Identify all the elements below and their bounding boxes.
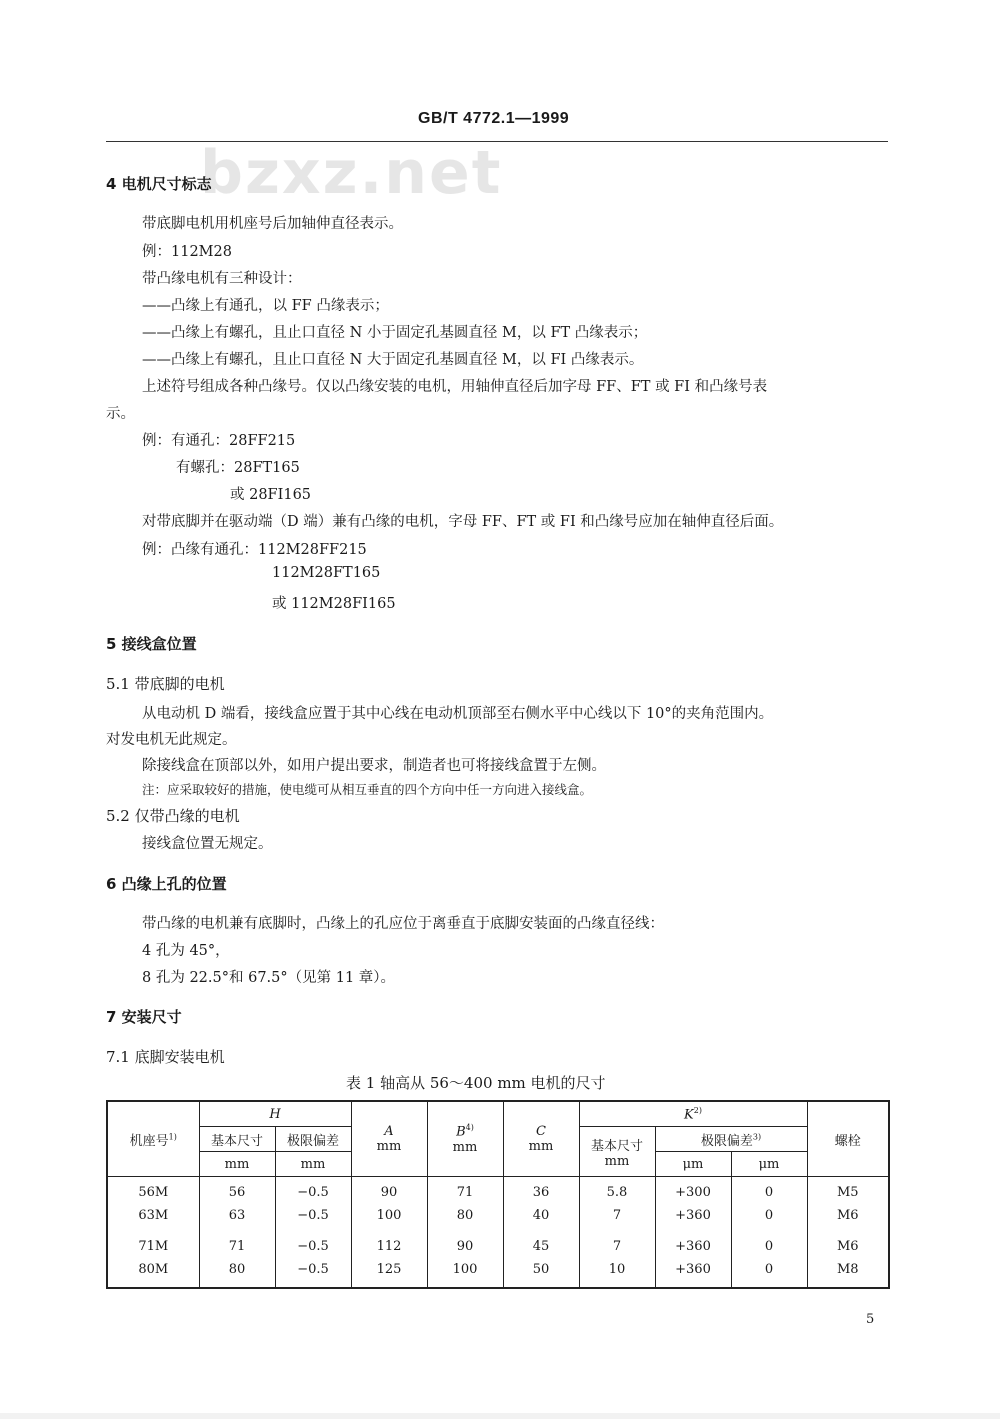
cell-K-lower: 0	[731, 1227, 807, 1258]
cell-A: 90	[351, 1177, 427, 1205]
section-5-1-note: 注：应采取较好的措施，使电缆可从相互垂直的四个方向中任一方向进入接线盒。	[142, 782, 593, 797]
header-H-basic: 基本尺寸	[199, 1127, 275, 1152]
cell-bolt: M5	[807, 1177, 889, 1205]
cell-bolt: M8	[807, 1258, 889, 1288]
section-4-example-7: 或 112M28FI165	[272, 596, 396, 612]
section-4-example-6: 112M28FT165	[272, 565, 381, 581]
cell-frame: 80M	[107, 1258, 199, 1288]
cell-C: 50	[503, 1258, 579, 1288]
header-frame-number: 机座号$^{1)}$	[107, 1101, 199, 1177]
section-4-para-4: 对带底脚并在驱动端（D 端）兼有凸缘的电机，字母 FF、FT 或 FI 和凸缘号应加在轴伸直径后面。	[142, 514, 784, 530]
cell-C: 40	[503, 1204, 579, 1227]
watermark: bzxz.net	[200, 138, 503, 208]
cell-bolt: M6	[807, 1227, 889, 1258]
table-row	[107, 1204, 889, 1227]
scan-edge	[0, 1413, 1000, 1419]
section-4-example-3: 有螺孔：28FT165	[176, 460, 300, 476]
table-row	[107, 1177, 889, 1205]
section-4-para-1: 带底脚电机用机座号后加轴伸直径表示。	[142, 216, 403, 232]
header-K: $K^{2)}$	[579, 1101, 807, 1127]
section-6-para-3: 8 孔为 22.5°和 67.5°（见第 11 章）。	[142, 970, 396, 986]
section-5-2-para-1: 接线盒位置无规定。	[142, 836, 273, 852]
header-K-limit: 极限偏差$^{3)}$	[655, 1127, 807, 1152]
section-4-example-1: 例：112M28	[142, 244, 232, 260]
header-A: A mm	[351, 1101, 427, 1177]
header-K-basic: 基本尺寸 mm	[579, 1127, 655, 1177]
cell-K-basic: 10	[579, 1258, 655, 1288]
header-C: C mm	[503, 1101, 579, 1177]
cell-K-lower: 0	[731, 1177, 807, 1205]
cell-K-upper: +360	[655, 1258, 731, 1288]
section-4-example-4: 或 28FI165	[230, 487, 312, 503]
section-5-1-title: 5.1 带底脚的电机	[106, 675, 225, 693]
cell-frame: 56M	[107, 1177, 199, 1205]
document-id: GB/T 4772.1—1999	[418, 110, 570, 127]
cell-K-lower: 0	[731, 1204, 807, 1227]
cell-H-basic: 71	[199, 1227, 275, 1258]
section-4-dash-2: ——凸缘上有螺孔，且止口直径 N 小于固定孔基圆直径 M，以 FT 凸缘表示；	[142, 325, 648, 341]
header-H-limit: 极限偏差	[275, 1127, 351, 1152]
table-row	[107, 1227, 889, 1258]
section-4-dash-3: ——凸缘上有螺孔，且止口直径 N 大于固定孔基圆直径 M，以 FI 凸缘表示。	[142, 352, 644, 368]
cell-K-upper: +360	[655, 1227, 731, 1258]
header-K-upper-unit: μm	[655, 1152, 731, 1177]
cell-H-limit: −0.5	[275, 1227, 351, 1258]
section-4-example-5: 例：凸缘有通孔：112M28FF215	[142, 542, 367, 558]
section-4-para-3: 上述符号组成各种凸缘号。仅以凸缘安装的电机，用轴伸直径后加字母 FF、FT 或 FI 和凸缘号表	[142, 379, 768, 395]
cell-K-basic: 7	[579, 1204, 655, 1227]
section-5-1-para-1-cont: 对发电机无此规定。	[106, 732, 237, 748]
cell-A: 100	[351, 1204, 427, 1227]
cell-B: 71	[427, 1177, 503, 1205]
section-7-title: 7 安装尺寸	[106, 1008, 182, 1026]
header-H-basic-unit: mm	[199, 1152, 275, 1177]
cell-A: 125	[351, 1258, 427, 1288]
cell-frame: 63M	[107, 1204, 199, 1227]
section-4-para-2: 带凸缘电机有三种设计：	[142, 271, 302, 287]
cell-K-basic: 7	[579, 1227, 655, 1258]
header-K-lower-unit: μm	[731, 1152, 807, 1177]
header-H-limit-unit: mm	[275, 1152, 351, 1177]
cell-H-basic: 80	[199, 1258, 275, 1288]
cell-H-limit: −0.5	[275, 1258, 351, 1288]
cell-H-basic: 63	[199, 1204, 275, 1227]
cell-bolt: M6	[807, 1204, 889, 1227]
cell-K-upper: +360	[655, 1204, 731, 1227]
header-H: H	[199, 1101, 351, 1127]
section-5-1-para-2: 除接线盒在顶部以外，如用户提出要求，制造者也可将接线盒置于左侧。	[142, 758, 606, 774]
cell-H-limit: −0.5	[275, 1177, 351, 1205]
section-6-title: 6 凸缘上孔的位置	[106, 875, 227, 893]
cell-K-basic: 5.8	[579, 1177, 655, 1205]
page-number: 5	[866, 1312, 875, 1327]
table-1	[106, 1100, 890, 1289]
section-6-para-1: 带凸缘的电机兼有底脚时，凸缘上的孔应位于离垂直于底脚安装面的凸缘直径线：	[142, 916, 664, 932]
section-4-para-3-cont: 示。	[106, 406, 135, 422]
cell-K-lower: 0	[731, 1258, 807, 1288]
section-6-para-2: 4 孔为 45°，	[142, 943, 230, 959]
cell-B: 100	[427, 1258, 503, 1288]
header-B: $B^{4)}$ mm	[427, 1101, 503, 1177]
cell-C: 36	[503, 1177, 579, 1205]
cell-C: 45	[503, 1227, 579, 1258]
table-1-caption: 表 1 轴高从 56～400 mm 电机的尺寸	[346, 1074, 606, 1092]
table-row	[107, 1258, 889, 1288]
section-5-2-title: 5.2 仅带凸缘的电机	[106, 807, 240, 825]
section-5-title: 5 接线盒位置	[106, 635, 197, 653]
cell-frame: 71M	[107, 1227, 199, 1258]
cell-A: 112	[351, 1227, 427, 1258]
section-4-dash-1: ——凸缘上有通孔，以 FF 凸缘表示；	[142, 298, 389, 314]
section-5-1-para-1: 从电动机 D 端看，接线盒应置于其中心线在电动机顶部至右侧水平中心线以下 10°的夹角范围内。	[142, 706, 774, 722]
cell-K-upper: +300	[655, 1177, 731, 1205]
section-4-example-2: 例：有通孔：28FF215	[142, 433, 296, 449]
cell-B: 90	[427, 1227, 503, 1258]
cell-B: 80	[427, 1204, 503, 1227]
section-4-title: 4 电机尺寸标志	[106, 175, 212, 193]
cell-H-limit: −0.5	[275, 1204, 351, 1227]
section-7-1-title: 7.1 底脚安装电机	[106, 1048, 225, 1066]
header-bolt: 螺栓	[807, 1101, 889, 1177]
cell-H-basic: 56	[199, 1177, 275, 1205]
